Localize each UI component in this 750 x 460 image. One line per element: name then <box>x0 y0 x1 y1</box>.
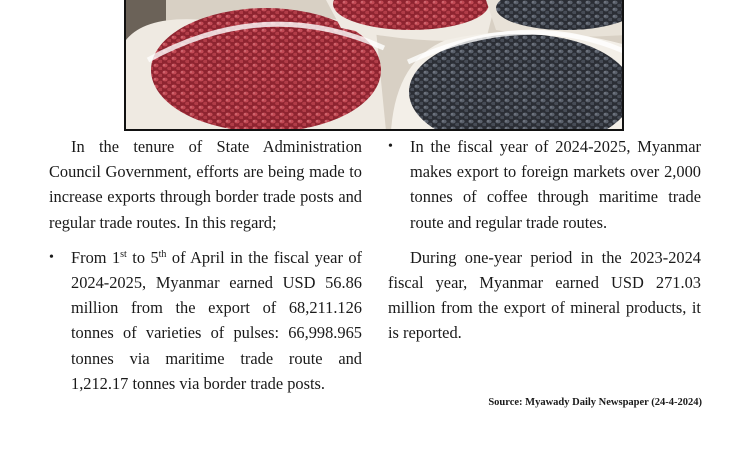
right-column <box>388 134 701 346</box>
bean-sacks-photo <box>124 0 624 131</box>
ordinal-suffix: st <box>120 248 127 260</box>
bean-sacks-image <box>126 0 624 131</box>
pulses-bullet <box>49 245 362 396</box>
bullet-text-part: to 5 <box>126 247 159 267</box>
source-citation: Source: Myawady Daily Newspaper (24-4-2024) <box>488 397 702 408</box>
bullet-text-part: of April in the fiscal year of 2024-2025, Myanmar earned USD 56.86 million from the export of 68,211.126 tonnes of varieties of pulses: 66,998.965 tonnes via maritime trade route and 1,212.17 tonnes via border trade posts. <box>71 247 362 393</box>
mineral-paragraph: During one-year period in the 2023-2024 fiscal year, Myanmar earned USD 271.03 million from the export of mineral products, it is reported. <box>388 247 701 343</box>
coffee-bullet <box>388 134 701 235</box>
coffee-bullet-text: In the fiscal year of 2024-2025, Myanmar makes export to foreign markets over 2,000 tonnes of coffee through maritime trade route and regular trade routes. <box>410 137 701 232</box>
left-column <box>49 134 362 396</box>
bullet-icon: • <box>388 139 393 154</box>
intro-paragraph: In the tenure of State Administration Council Government, efforts are being made to increase exports through border trade posts and regular trade routes. In this regard; <box>49 137 362 232</box>
bullet-text-part: From 1 <box>71 247 121 267</box>
ordinal-suffix: th <box>158 248 167 260</box>
bullet-icon: • <box>49 249 54 265</box>
